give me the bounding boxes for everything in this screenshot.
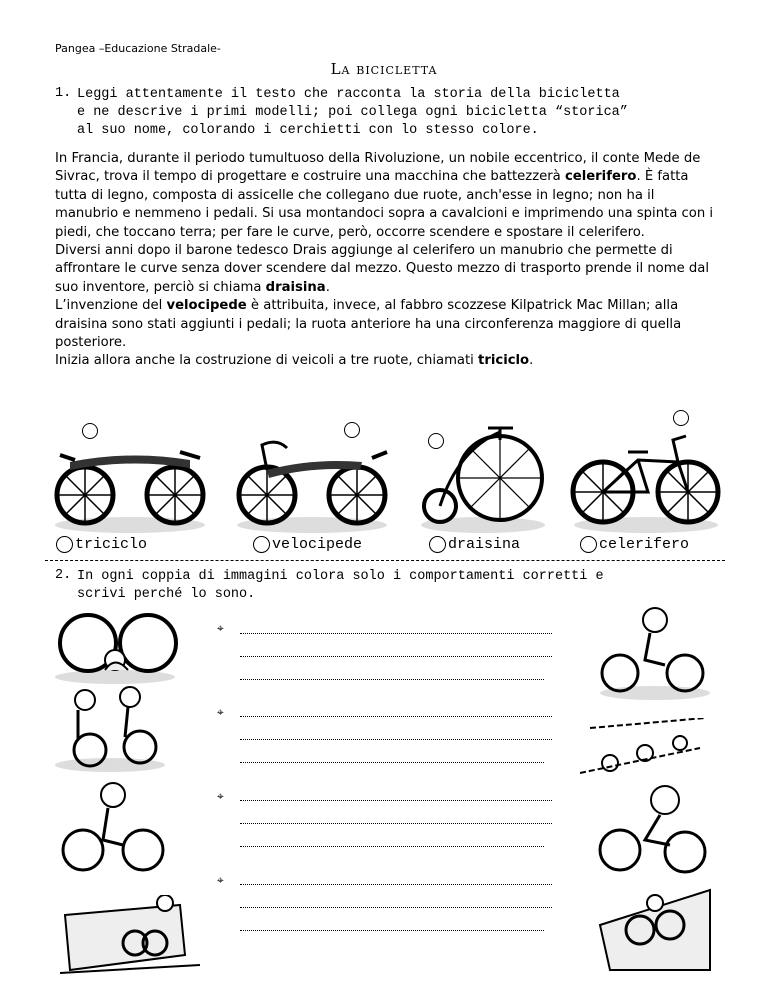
bike-1-image	[50, 440, 210, 535]
story-paragraph-3: L’invenzione del velocipede è attribuita, invece, al fabbro scozzese Kilpatrick Mac Millan; alla draisina sono stati aggiunti i pedali; la ruota anteriore ha una circonferenza maggiore di quella posteriore.	[55, 298, 682, 351]
exercise-2-number: 2.	[55, 568, 72, 583]
exercise-2-instructions: In ogni coppia di immagini colora solo i comportamenti corretti e scrivi perché lo sono.	[77, 569, 604, 602]
answer-line[interactable]	[240, 823, 552, 824]
picture-right-2[interactable]	[580, 718, 705, 780]
bullet-icon-4: ⌖	[217, 873, 224, 887]
answer-line[interactable]	[240, 656, 552, 657]
bullet-icon-3: ⌖	[217, 789, 224, 803]
answer-line[interactable]	[240, 884, 552, 885]
picture-right-1[interactable]	[595, 605, 715, 700]
label-circle[interactable]	[580, 536, 597, 553]
label-triciclo: triciclo	[56, 536, 147, 553]
answer-line[interactable]	[240, 762, 544, 763]
exercise-1-number: 1.	[55, 86, 72, 101]
bullet-icon-2: ⌖	[217, 705, 224, 719]
label-celerifero: celerifero	[580, 536, 689, 553]
section-divider	[45, 560, 725, 561]
answer-line[interactable]	[240, 739, 552, 740]
picture-left-2[interactable]	[50, 685, 170, 773]
label-circle[interactable]	[429, 536, 446, 553]
picture-right-4[interactable]	[590, 885, 715, 980]
label-circle[interactable]	[253, 536, 270, 553]
bike-1-circle[interactable]	[82, 423, 98, 439]
answer-line[interactable]	[240, 930, 544, 931]
label-velocipede: velocipede	[253, 536, 362, 553]
story-paragraph-2: Diversi anni dopo il barone tedesco Drais aggiunge al celerifero un manubrio che permette di affrontare le curve senza dover scendere dal mezzo. Questo mezzo di trasporto prende il nome dal suo inventore, perciò si chiama draisina.	[55, 243, 710, 295]
picture-right-3[interactable]	[590, 780, 715, 875]
story-paragraph-1: In Francia, durante il periodo tumultuoso della Rivoluzione, un nobile eccentrico, il conte Mede de Sivrac, trova il tempo di progettare e costruire una macchina che battezzerà celerifero. È fatta tutta di legno, composta di assicelle che collegano due ruote, anch'esse in legno; non ha il manubrio e nemmeno i pedali. Si usa montandoci sopra a cavalcioni e imprimendo una spinta con i piedi, che toccano terra; per fare le curve, però, occorre scendere e spostare il celerifero.	[55, 151, 714, 240]
page-title: La bicicletta	[330, 60, 438, 78]
picture-left-1[interactable]	[50, 605, 180, 685]
story-text	[55, 150, 720, 371]
picture-left-4[interactable]	[60, 895, 200, 980]
picture-left-3[interactable]	[58, 780, 168, 875]
story-paragraph-4: Inizia allora anche la costruzione di veicoli a tre ruote, chiamati triciclo.	[55, 353, 534, 369]
bike-4-image	[568, 430, 723, 535]
label-circle[interactable]	[56, 536, 73, 553]
bike-2-image	[232, 440, 392, 535]
answer-line[interactable]	[240, 800, 552, 801]
page-header: Pangea –Educazione Stradale-	[55, 42, 221, 55]
exercise-1-instructions: Leggi attentamente il testo che racconta la storia della bicicletta e ne descrive i primi modelli; poi collega ogni bicicletta “storica” al suo nome, colorando i cerchietti con lo stesso colore.	[77, 87, 628, 138]
answer-line[interactable]	[240, 846, 544, 847]
bike-3-image	[418, 420, 548, 535]
answer-line[interactable]	[240, 679, 544, 680]
bike-4-circle[interactable]	[673, 410, 689, 426]
answer-line[interactable]	[240, 633, 552, 634]
answer-line[interactable]	[240, 716, 552, 717]
bullet-icon-1: ⌖	[217, 621, 224, 635]
answer-line[interactable]	[240, 907, 552, 908]
label-draisina: draisina	[429, 536, 520, 553]
bike-2-circle[interactable]	[344, 422, 360, 438]
